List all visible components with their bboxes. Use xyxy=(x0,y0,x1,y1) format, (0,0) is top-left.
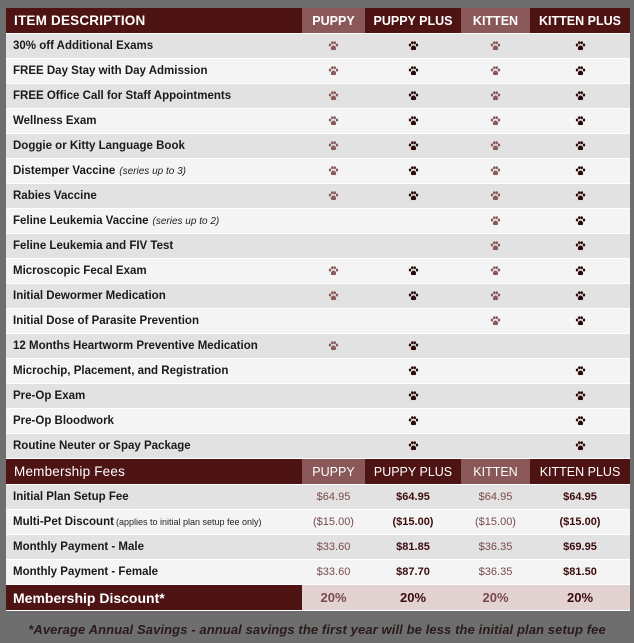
cell-kitten xyxy=(461,134,530,159)
discount-kitten-plus: 20% xyxy=(530,585,630,611)
header-puppy-plus: PUPPY PLUS xyxy=(365,8,461,34)
item-label xyxy=(6,34,302,59)
cell-kitten-plus xyxy=(530,384,630,409)
cell-puppy xyxy=(302,109,365,134)
paw-icon xyxy=(575,266,586,276)
cell-kitten xyxy=(461,334,530,359)
item-name: Microchip, Placement, and Registration xyxy=(13,365,229,377)
cell-puppy xyxy=(302,159,365,184)
cell-kitten xyxy=(461,259,530,284)
cell-puppy-plus xyxy=(365,84,461,109)
paw-icon xyxy=(490,141,501,151)
table-row xyxy=(6,59,630,84)
fees-header-kitten: KITTEN xyxy=(461,459,530,485)
paw-icon xyxy=(408,116,419,126)
paw-icon xyxy=(328,266,339,276)
cell-puppy-plus xyxy=(365,309,461,334)
cell-kitten xyxy=(461,409,530,434)
paw-icon xyxy=(408,291,419,301)
cell-kitten-plus xyxy=(530,134,630,159)
table-row xyxy=(6,334,630,359)
paw-icon xyxy=(575,391,586,401)
item-name: Routine Neuter or Spay Package xyxy=(13,440,191,452)
paw-icon xyxy=(408,391,419,401)
paw-icon xyxy=(575,141,586,151)
fee-puppy: $64.95 xyxy=(302,485,365,510)
fee-row xyxy=(6,510,630,535)
table-row xyxy=(6,384,630,409)
item-name: Pre-Op Bloodwork xyxy=(13,415,114,427)
cell-puppy xyxy=(302,259,365,284)
fee-label xyxy=(6,560,302,585)
cell-kitten-plus xyxy=(530,434,630,459)
cell-puppy-plus xyxy=(365,409,461,434)
paw-icon xyxy=(490,116,501,126)
item-header-row xyxy=(6,8,630,34)
table-row xyxy=(6,284,630,309)
fee-puppy: $33.60 xyxy=(302,560,365,585)
cell-kitten-plus xyxy=(530,184,630,209)
cell-kitten xyxy=(461,384,530,409)
item-label xyxy=(6,384,302,409)
cell-kitten-plus xyxy=(530,159,630,184)
fee-kitten-plus: $69.95 xyxy=(530,535,630,560)
cell-kitten xyxy=(461,234,530,259)
item-label xyxy=(6,159,302,184)
paw-icon xyxy=(328,291,339,301)
fee-puppy-plus: $87.70 xyxy=(365,560,461,585)
paw-icon xyxy=(575,166,586,176)
item-label xyxy=(6,234,302,259)
cell-puppy xyxy=(302,434,365,459)
fee-row xyxy=(6,560,630,585)
cell-puppy xyxy=(302,384,365,409)
paw-icon xyxy=(575,191,586,201)
cell-puppy xyxy=(302,359,365,384)
table-row xyxy=(6,109,630,134)
paw-icon xyxy=(408,91,419,101)
paw-icon xyxy=(490,291,501,301)
cell-kitten xyxy=(461,284,530,309)
cell-puppy-plus xyxy=(365,334,461,359)
paw-icon xyxy=(328,141,339,151)
fee-note: (applies to initial plan setup fee only) xyxy=(115,517,262,527)
cell-kitten-plus xyxy=(530,334,630,359)
item-label xyxy=(6,109,302,134)
item-label xyxy=(6,84,302,109)
item-label xyxy=(6,184,302,209)
table-row xyxy=(6,309,630,334)
paw-icon xyxy=(408,416,419,426)
cell-kitten xyxy=(461,359,530,384)
discount-kitten: 20% xyxy=(461,585,530,611)
cell-puppy-plus xyxy=(365,234,461,259)
cell-puppy xyxy=(302,334,365,359)
fees-header-puppy-plus: PUPPY PLUS xyxy=(365,459,461,485)
item-name: FREE Office Call for Staff Appointments xyxy=(13,90,232,102)
fee-label xyxy=(6,510,302,535)
cell-kitten-plus xyxy=(530,309,630,334)
paw-icon xyxy=(490,41,501,51)
footnote: *Average Annual Savings - annual savings the first year will be less the initial plan setup fee xyxy=(28,622,606,637)
cell-puppy xyxy=(302,409,365,434)
paw-icon xyxy=(490,266,501,276)
cell-kitten xyxy=(461,209,530,234)
item-name: Doggie or Kitty Language Book xyxy=(13,140,185,152)
cell-kitten-plus xyxy=(530,109,630,134)
cell-kitten-plus xyxy=(530,359,630,384)
cell-puppy xyxy=(302,84,365,109)
paw-icon xyxy=(328,41,339,51)
fee-name: Multi-Pet Discount xyxy=(13,516,114,528)
table-row xyxy=(6,34,630,59)
fees-header-title: Membership Fees xyxy=(6,459,302,485)
item-label xyxy=(6,134,302,159)
cell-puppy-plus xyxy=(365,159,461,184)
fee-row xyxy=(6,485,630,510)
item-name: Initial Dewormer Medication xyxy=(13,290,166,302)
table-row xyxy=(6,159,630,184)
cell-puppy-plus xyxy=(365,34,461,59)
item-label xyxy=(6,284,302,309)
cell-puppy-plus xyxy=(365,359,461,384)
fee-puppy: $33.60 xyxy=(302,535,365,560)
fee-kitten: ($15.00) xyxy=(461,510,530,535)
paw-icon xyxy=(328,116,339,126)
item-name: FREE Day Stay with Day Admission xyxy=(13,65,208,77)
table-row xyxy=(6,184,630,209)
cell-puppy-plus xyxy=(365,134,461,159)
table-row xyxy=(6,359,630,384)
table-row xyxy=(6,234,630,259)
table-row xyxy=(6,259,630,284)
item-note: (series up to 3) xyxy=(119,166,186,177)
fee-name: Monthly Payment - Male xyxy=(13,541,144,553)
header-puppy: PUPPY xyxy=(302,8,365,34)
paw-icon xyxy=(328,166,339,176)
cell-puppy xyxy=(302,209,365,234)
paw-icon xyxy=(575,91,586,101)
cell-kitten-plus xyxy=(530,84,630,109)
table-row xyxy=(6,409,630,434)
header-item-description: ITEM DESCRIPTION xyxy=(6,8,302,34)
cell-kitten-plus xyxy=(530,59,630,84)
paw-icon xyxy=(328,191,339,201)
fee-kitten: $64.95 xyxy=(461,485,530,510)
paw-icon xyxy=(408,41,419,51)
item-label xyxy=(6,434,302,459)
item-label xyxy=(6,209,302,234)
cell-kitten xyxy=(461,109,530,134)
paw-icon xyxy=(408,266,419,276)
cell-puppy xyxy=(302,234,365,259)
paw-icon xyxy=(575,241,586,251)
item-label xyxy=(6,259,302,284)
cell-kitten xyxy=(461,309,530,334)
paw-icon xyxy=(408,66,419,76)
cell-puppy-plus xyxy=(365,109,461,134)
paw-icon xyxy=(490,66,501,76)
cell-kitten-plus xyxy=(530,284,630,309)
cell-puppy xyxy=(302,184,365,209)
cell-puppy xyxy=(302,59,365,84)
paw-icon xyxy=(490,316,501,326)
fee-kitten: $36.35 xyxy=(461,535,530,560)
cell-kitten-plus xyxy=(530,259,630,284)
fees-body xyxy=(6,485,630,585)
paw-icon xyxy=(575,316,586,326)
paw-icon xyxy=(490,191,501,201)
fee-kitten-plus: $64.95 xyxy=(530,485,630,510)
cell-kitten-plus xyxy=(530,209,630,234)
discount-row xyxy=(6,585,630,611)
paw-icon xyxy=(575,66,586,76)
header-kitten-plus: KITTEN PLUS xyxy=(530,8,630,34)
paw-icon xyxy=(408,341,419,351)
cell-kitten-plus xyxy=(530,409,630,434)
paw-icon xyxy=(490,166,501,176)
table-row xyxy=(6,134,630,159)
discount-puppy-plus: 20% xyxy=(365,585,461,611)
paw-icon xyxy=(490,241,501,251)
fee-row xyxy=(6,535,630,560)
fee-label xyxy=(6,535,302,560)
paw-icon xyxy=(328,91,339,101)
item-name: 12 Months Heartworm Preventive Medication xyxy=(13,340,258,352)
cell-puppy-plus xyxy=(365,434,461,459)
cell-puppy-plus xyxy=(365,259,461,284)
cell-kitten-plus xyxy=(530,234,630,259)
item-label xyxy=(6,334,302,359)
paw-icon xyxy=(408,366,419,376)
fee-kitten-plus: $81.50 xyxy=(530,560,630,585)
paw-icon xyxy=(328,66,339,76)
membership-plan-table xyxy=(6,8,630,611)
item-name: 30% off Additional Exams xyxy=(13,40,154,52)
item-label xyxy=(6,409,302,434)
item-note: (series up to 2) xyxy=(152,216,220,227)
paw-icon xyxy=(490,216,501,226)
table-row xyxy=(6,84,630,109)
fees-header-puppy: PUPPY xyxy=(302,459,365,485)
fee-puppy: ($15.00) xyxy=(302,510,365,535)
paw-icon xyxy=(575,416,586,426)
paw-icon xyxy=(408,191,419,201)
fee-kitten-plus: ($15.00) xyxy=(530,510,630,535)
discount-puppy: 20% xyxy=(302,585,365,611)
paw-icon xyxy=(328,341,339,351)
table-row xyxy=(6,209,630,234)
fees-header-kitten-plus: KITTEN PLUS xyxy=(530,459,630,485)
fee-label xyxy=(6,485,302,510)
items-body xyxy=(6,34,630,459)
paw-icon xyxy=(575,366,586,376)
item-name: Wellness Exam xyxy=(13,115,97,127)
item-name: Pre-Op Exam xyxy=(13,390,86,402)
cell-kitten-plus xyxy=(530,34,630,59)
cell-kitten xyxy=(461,59,530,84)
cell-kitten xyxy=(461,34,530,59)
header-kitten: KITTEN xyxy=(461,8,530,34)
item-label xyxy=(6,359,302,384)
discount-label: Membership Discount* xyxy=(6,585,302,611)
paw-icon xyxy=(408,441,419,451)
cell-puppy-plus xyxy=(365,59,461,84)
item-name: Microscopic Fecal Exam xyxy=(13,265,147,277)
paw-icon xyxy=(575,216,586,226)
cell-puppy xyxy=(302,309,365,334)
cell-puppy-plus xyxy=(365,284,461,309)
fee-puppy-plus: $64.95 xyxy=(365,485,461,510)
item-name: Distemper Vaccine xyxy=(13,165,116,177)
paw-icon xyxy=(575,116,586,126)
cell-kitten xyxy=(461,84,530,109)
paw-icon xyxy=(408,166,419,176)
fee-puppy-plus: ($15.00) xyxy=(365,510,461,535)
paw-icon xyxy=(490,91,501,101)
cell-puppy-plus xyxy=(365,209,461,234)
item-label xyxy=(6,59,302,84)
cell-puppy-plus xyxy=(365,184,461,209)
fee-kitten: $36.35 xyxy=(461,560,530,585)
item-name: Rabies Vaccine xyxy=(13,190,97,202)
fee-puppy-plus: $81.85 xyxy=(365,535,461,560)
item-name: Feline Leukemia Vaccine xyxy=(13,215,149,227)
paw-icon xyxy=(408,141,419,151)
fee-name: Monthly Payment - Female xyxy=(13,566,159,578)
cell-puppy xyxy=(302,34,365,59)
cell-kitten xyxy=(461,159,530,184)
cell-kitten xyxy=(461,434,530,459)
item-name: Feline Leukemia and FIV Test xyxy=(13,240,174,252)
cell-puppy-plus xyxy=(365,384,461,409)
cell-puppy xyxy=(302,134,365,159)
paw-icon xyxy=(575,291,586,301)
fees-header-row xyxy=(6,459,630,485)
paw-icon xyxy=(575,441,586,451)
table-row xyxy=(6,434,630,459)
item-label xyxy=(6,309,302,334)
fee-name: Initial Plan Setup Fee xyxy=(13,491,129,503)
paw-icon xyxy=(575,41,586,51)
item-name: Initial Dose of Parasite Prevention xyxy=(13,315,199,327)
cell-kitten xyxy=(461,184,530,209)
cell-puppy xyxy=(302,284,365,309)
